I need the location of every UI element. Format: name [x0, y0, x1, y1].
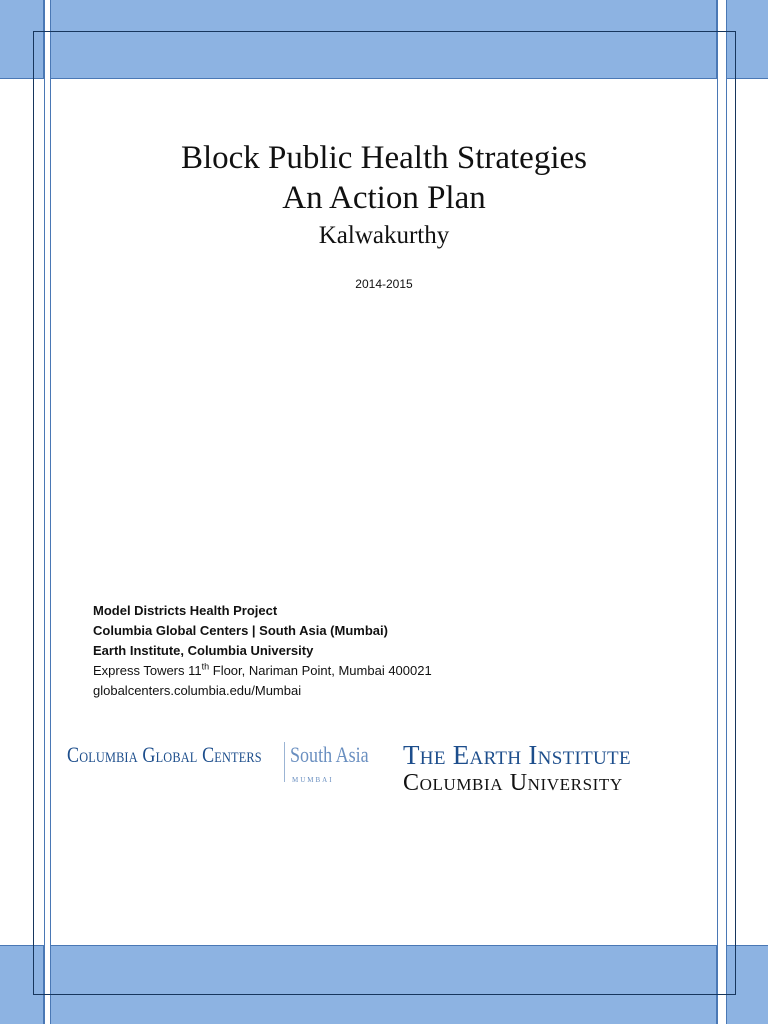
title-line-1: Block Public Health Strategies	[180, 140, 587, 176]
cgc-divider	[284, 742, 285, 782]
ei-line-1: The Earth Institute	[403, 740, 631, 770]
address	[93, 661, 432, 681]
website-link[interactable]: globalcenters.columbia.edu/Mumbai	[93, 683, 302, 698]
year-range: 2014-2015	[355, 277, 413, 291]
cgc-name: Columbia Global Centers	[67, 742, 262, 767]
project-name: Model Districts Health Project	[93, 603, 278, 618]
columbia-global-centers-logo	[67, 742, 369, 784]
contact-block	[93, 601, 432, 701]
address-suffix: Floor, Nariman Point, Mumbai 400021	[209, 663, 432, 678]
title-line-2: An Action Plan	[282, 180, 486, 216]
subtitle: Kalwakurthy	[318, 222, 450, 249]
cgc-region: South Asia	[290, 742, 369, 767]
earth-institute-logo	[403, 740, 631, 796]
address-sup: th	[201, 661, 210, 672]
center-name: Columbia Global Centers | South Asia (Mumbai)	[93, 623, 388, 638]
institute-name: Earth Institute, Columbia University	[93, 643, 314, 658]
address-prefix: Express Towers 11	[93, 663, 202, 678]
ei-line-2: Columbia University	[403, 770, 623, 796]
cgc-city: MUMBAI	[292, 776, 334, 784]
